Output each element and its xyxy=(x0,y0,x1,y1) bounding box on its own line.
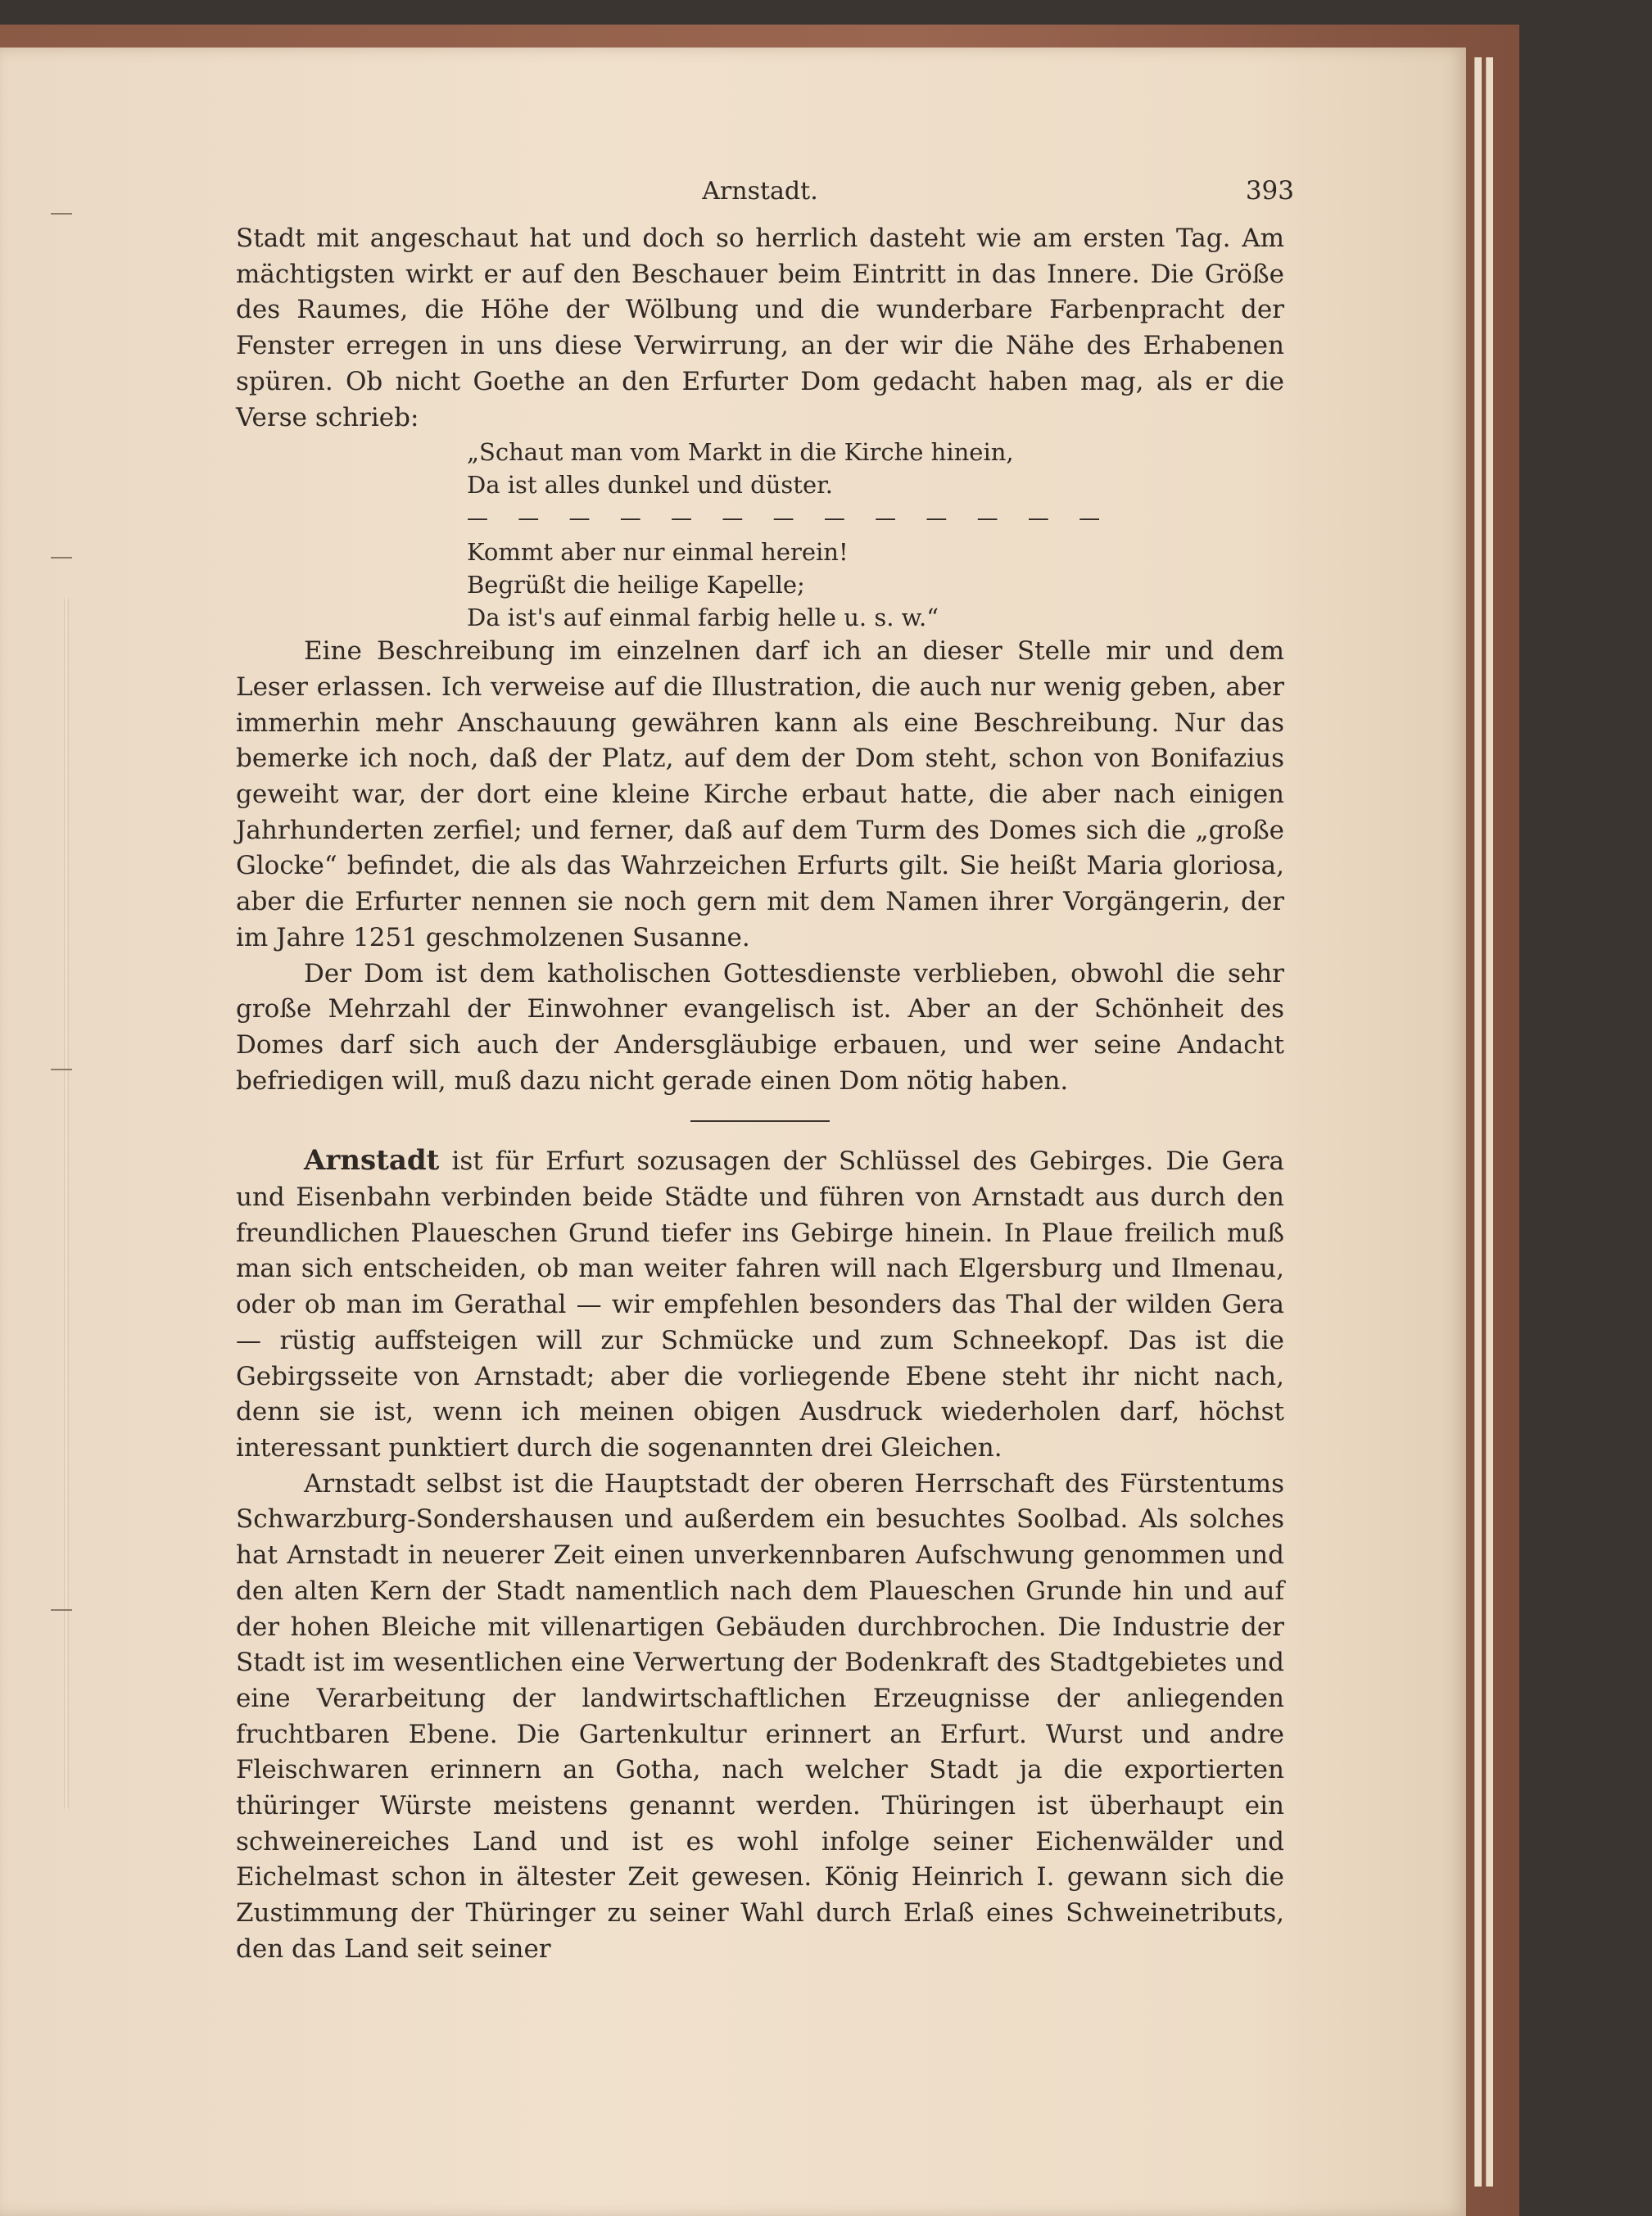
paragraph: Eine Beschreibung im einzelnen darf ich an dieser Stelle mir und dem Leser erlassen. Ich verweise auf die Illustration, die auch nur wenig geben, aber immerhin mehr Anschauung gewähren kann als eine Beschreibung. Nur das bemerke ich noch, daß der Platz, auf dem der Dom steht, schon von Bonifazius geweiht war, der dort eine kleine Kirche erbaut hatte, die aber nach einigen Jahrhunderten zerfiel; und ferner, daß auf dem Turm des Domes sich die „große Glocke“ befindet, die als das Wahrzeichen Erfurts gilt. Sie heißt Maria gloriosa, aber die Erfurter nennen sie noch gern mit dem Namen ihrer Vorgängerin, der im Jahre 1251 geschmolzenen Susanne. xyxy=(236,636,1284,952)
margin-mark xyxy=(51,1609,72,1611)
page-header xyxy=(236,174,1294,221)
paragraph: Arnstadt selbst ist die Hauptstadt der oberen Herrschaft des Fürstentums Schwarzburg-Sondershausen und außerdem ein besuchtes Soolbad. Als solches hat Arnstadt in neuerer Zeit einen unverkennbaren Aufschwung genommen und den alten Kern der Stadt namentlich nach dem Plaueschen Grunde hin und auf der hohen Bleiche mit villenartigen Gebäuden durchbrochen. Die Industrie der Stadt ist im wesentlichen eine Verwertung der Bodenkraft des Stadtgebietes und eine Verarbeitung der landwirtschaftlichen Erzeugnisse der anliegenden fruchtbaren Ebene. Die Gartenkultur erinnert an Erfurt. Wurst und andre Fleischwaren erinnern an Gotha, nach welcher Stadt ja die exportierten thüringer Würste meistens genannt werden. Thüringen ist überhaupt ein schweinereiches Land und ist es wohl infolge seiner Eichenwälder und Eichelmast schon in ältester Zeit gewesen. König Heinrich I. gewann sich die Zustimmung der Thüringer zu seiner Wahl durch Erlaß eines Schweinetributs, den das Land seit seiner xyxy=(236,1468,1284,1964)
page-edge xyxy=(1474,57,1482,2187)
paragraph xyxy=(236,1143,1284,1466)
verse-line: Kommt aber nur einmal herein! xyxy=(467,538,849,567)
verse-line: „Schaut man vom Markt in die Kirche hinein, xyxy=(467,438,1014,467)
page-text xyxy=(236,174,1294,1968)
verse-line: Begrüßt die heilige Kapelle; xyxy=(467,571,805,599)
margin-mark xyxy=(51,557,72,559)
section-divider xyxy=(690,1120,830,1122)
binding-gutter xyxy=(64,598,69,1810)
running-title: Arnstadt. xyxy=(702,177,818,206)
verse-ellipsis-dashes: — — — — — — — — — — — — — xyxy=(467,506,1112,531)
page-edge xyxy=(1486,57,1493,2187)
verse-line: Da ist's auf einmal farbig helle u. s. w.“ xyxy=(467,604,939,632)
page-number: 393 xyxy=(1245,176,1294,206)
margin-mark xyxy=(51,213,72,215)
verse-line: Da ist alles dunkel und düster. xyxy=(467,471,834,500)
section-lead-word: Arnstadt xyxy=(304,1144,440,1178)
paragraph: Der Dom ist dem katholischen Gottesdienste verblieben, obwohl die sehr große Mehrzahl der Einwohner evangelisch ist. Aber an der Schönheit des Domes darf sich auch der Andersgläubige erbauen, und wer seine Andacht befriedigen will, muß dazu nicht gerade einen Dom nötig haben. xyxy=(236,958,1284,1096)
paragraph: Stadt mit angeschaut hat und doch so herrlich dasteht wie am ersten Tag. Am mächtigsten wirkt er auf den Beschauer beim Eintritt in das Innere. Die Größe des Raumes, die Höhe der Wölbung und die wunderbare Farbenpracht der Fenster erregen in uns diese Verwirrung, an der wir die Nähe des Erhabenen spüren. Ob nicht Goethe an den Erfurter Dom gedacht haben mag, als er die Verse schrieb: xyxy=(236,224,1284,432)
margin-mark xyxy=(51,1069,72,1070)
paragraph-text: ist für Erfurt sozusagen der Schlüssel des Gebirges. Die Gera und Eisenbahn verbinden beide Städte und führen von Arnstadt aus durch den freundlichen Plaueschen Grund tiefer ins Gebirge hinein. In Plaue freilich muß man sich entscheiden, ob man weiter fahren will nach Elgersburg und Ilmenau, oder ob man im Gerathal — wir empfehlen besonders das Thal der wilden Gera — rüstig auffsteigen will zur Schmücke und zum Schneekopf. Das ist die Gebirgsseite von Arnstadt; aber die vorliegende Ebene steht ihr nicht nach, denn sie ist, wenn ich meinen obigen Ausdruck wiederholen darf, höchst interessant punktiert durch die sogenannten drei Gleichen. xyxy=(236,1146,1284,1463)
